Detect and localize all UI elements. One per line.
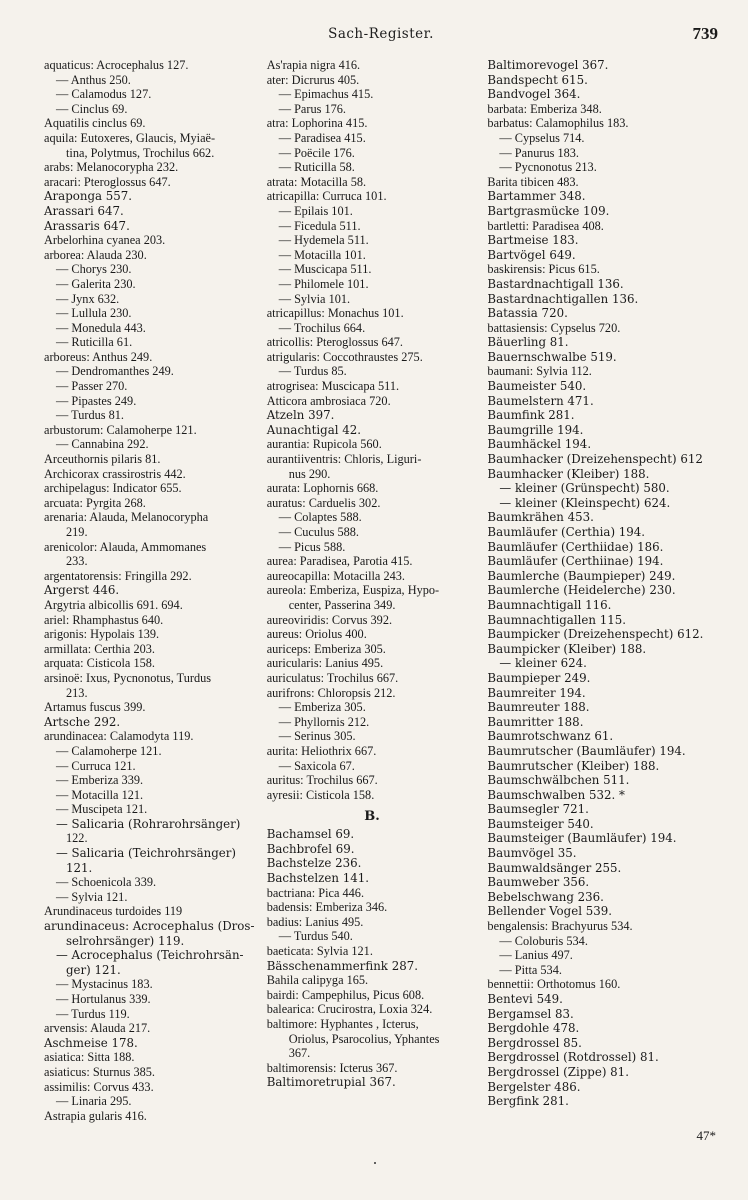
section-letter-heading: B. bbox=[364, 809, 380, 825]
index-subentry: — Ruticilla 61. bbox=[56, 335, 133, 350]
index-entry: baumani: Sylvia 112. bbox=[487, 364, 592, 379]
index-entry: barbatus: Calamophilus 183. bbox=[487, 116, 629, 131]
index-entry: Bergdohle 478. bbox=[487, 1021, 580, 1036]
index-entry: Astrapia gularis 416. bbox=[44, 1108, 147, 1123]
index-entry: Baumhacker (Dreizehenspecht) 612 bbox=[487, 452, 703, 467]
index-subentry: — Sylvia 121. bbox=[56, 889, 128, 904]
index-entry: Araponga 557. bbox=[44, 189, 133, 204]
index-subentry: — Passer 270. bbox=[56, 379, 128, 394]
index-entry: Baumhacker (Kleiber) 188. bbox=[487, 466, 650, 481]
index-entry: baltimorensis: Icterus 367. bbox=[266, 1060, 398, 1075]
index-entry: Baumschwalben 532. * bbox=[487, 787, 625, 802]
index-entry: badius: Lanius 495. bbox=[266, 914, 364, 929]
index-subentry: — Anthus 250. bbox=[56, 72, 131, 87]
index-subentry: — Saxicola 67. bbox=[278, 758, 355, 773]
signature-mark: 47* bbox=[696, 1128, 716, 1143]
index-entry: arquata: Cisticola 158. bbox=[44, 656, 155, 671]
index-entry: Bebelschwang 236. bbox=[487, 889, 604, 904]
index-entry: badensis: Emberiza 346. bbox=[266, 900, 388, 915]
index-entry: arborea: Alauda 230. bbox=[44, 247, 147, 262]
index-entry: atricapillus: Monachus 101. bbox=[266, 306, 404, 321]
index-entry: Bachstelzen 141. bbox=[266, 871, 369, 886]
index-subentry: — Coloburis 534. bbox=[499, 933, 588, 948]
index-entry: arsinoë: Ixus, Pycnonotus, Turdus bbox=[44, 670, 212, 685]
index-subentry: — Lullula 230. bbox=[56, 306, 132, 321]
index-entry: 219. bbox=[66, 525, 88, 539]
index-subentry: — Ficedula 511. bbox=[278, 218, 361, 233]
index-entry: bartletti: Paradisea 408. bbox=[487, 218, 604, 233]
index-entry: balearica: Crucirostra, Loxia 324. bbox=[266, 1002, 433, 1017]
index-subentry: — Turdus 119. bbox=[56, 1006, 130, 1021]
index-entry: tina, Polytmus, Trochilus 662. bbox=[66, 145, 215, 160]
index-entry: asiaticus: Sturnus 385. bbox=[44, 1064, 156, 1079]
index-entry: arundinacea: Calamodyta 119. bbox=[44, 729, 194, 744]
index-entry: 233. bbox=[66, 554, 88, 569]
index-entry: Arassaris 647. bbox=[44, 218, 130, 233]
index-entry: aurantiiventris: Chloris, Liguri- bbox=[266, 452, 422, 467]
index-entry: Atticora ambrosiaca 720. bbox=[266, 393, 391, 408]
index-subentry: — Jynx 632. bbox=[56, 291, 120, 306]
index-entry: archipelagus: Indicator 655. bbox=[44, 481, 182, 496]
index-subentry: — Pitta 534. bbox=[499, 962, 562, 977]
index-subentry: — Hortulanus 339. bbox=[56, 992, 151, 1006]
index-subentry: — Ruticilla 58. bbox=[278, 160, 355, 175]
index-subentry: — Acrocephalus (Teichrohrsän- bbox=[56, 948, 244, 963]
index-entry: Bäuerling 81. bbox=[487, 335, 569, 350]
index-entry: baeticata: Sylvia 121. bbox=[266, 944, 373, 959]
index-entry: aureocapilla: Motacilla 243. bbox=[266, 568, 405, 583]
index-subentry: — Dendromanthes 249. bbox=[56, 364, 174, 379]
index-entry: aureola: Emberiza, Euspiza, Hypo- bbox=[266, 583, 440, 598]
index-entry: Baumnachtigall 116. bbox=[487, 597, 612, 612]
index-subentry: — Emberiza 339. bbox=[56, 773, 144, 788]
index-entry: aquaticus: Acrocephalus 127. bbox=[44, 58, 189, 72]
index-entry: assimilis: Corvus 433. bbox=[44, 1079, 154, 1094]
index-entry: aureoviridis: Corvus 392. bbox=[266, 612, 393, 627]
index-entry: argentatorensis: Fringilla 292. bbox=[44, 568, 192, 583]
index-entry: Baumläufer (Certhiinae) 194. bbox=[487, 554, 664, 569]
index-entry: arcuata: Pyrgita 268. bbox=[44, 495, 146, 510]
index-subentry: — Cinclus 69. bbox=[56, 101, 128, 116]
index-entry: Baumreuter 188. bbox=[487, 700, 590, 715]
index-entry: Bartmeise 183. bbox=[487, 233, 579, 248]
index-subentry: — Schoenicola 339. bbox=[56, 875, 157, 890]
index-entry: Baumwaldsänger 255. bbox=[487, 860, 622, 875]
index-column-3 bbox=[487, 58, 718, 1109]
index-entry: Baumpieper 249. bbox=[487, 670, 591, 685]
index-entry: Baumeister 540. bbox=[487, 379, 587, 394]
index-entry: 367. bbox=[288, 1046, 311, 1061]
index-entry: atrata: Motacilla 58. bbox=[266, 174, 367, 189]
index-subentry: — kleiner 624. bbox=[499, 656, 587, 671]
index-entry: Bachamsel 69. bbox=[266, 827, 355, 842]
index-entry: atricapilla: Curruca 101. bbox=[266, 189, 387, 204]
index-entry: arabs: Melanocorypha 232. bbox=[44, 160, 179, 175]
index-entry: selrohrsänger) 119. bbox=[66, 933, 185, 948]
index-subentry: — Cypselus 714. bbox=[499, 130, 585, 145]
index-entry: Baumschwälbchen 511. bbox=[487, 773, 630, 788]
index-entry: Aschmeise 178. bbox=[44, 1035, 138, 1050]
index-entry: Bartammer 348. bbox=[487, 189, 586, 204]
page-header bbox=[44, 26, 718, 52]
index-entry: armillata: Certhia 203. bbox=[44, 641, 155, 656]
index-subentry: — Trochilus 664. bbox=[278, 320, 366, 335]
index-entry: 213. bbox=[66, 685, 88, 700]
index-entry: Bergelster 486. bbox=[487, 1079, 581, 1094]
index-entry: Bellender Vogel 539. bbox=[487, 904, 612, 919]
index-entry: aracari: Pteroglossus 647. bbox=[44, 174, 171, 189]
index-entry: Bergfink 281. bbox=[487, 1094, 569, 1109]
index-entry: Bentevi 549. bbox=[487, 992, 563, 1006]
index-subentry: — Linaria 295. bbox=[56, 1094, 132, 1109]
index-entry: Baumhäckel 194. bbox=[487, 437, 592, 452]
index-entry: Bachbrofel 69. bbox=[266, 841, 355, 856]
index-entry: 122. bbox=[66, 831, 88, 846]
index-entry: Baumsteiger (Baumläufer) 194. bbox=[487, 831, 677, 846]
index-entry: Argytria albicollis 691. 694. bbox=[44, 597, 183, 612]
index-subentry: — Pycnonotus 213. bbox=[499, 160, 597, 175]
index-entry: aurea: Paradisea, Parotia 415. bbox=[266, 554, 413, 569]
index-entry: Batassia 720. bbox=[487, 306, 568, 321]
index-entry: Baumreiter 194. bbox=[487, 685, 586, 700]
index-entry: Bandspecht 615. bbox=[487, 72, 588, 87]
index-entry: aurita: Heliothrix 667. bbox=[266, 743, 377, 758]
index-subentry: — Turdus 540. bbox=[278, 929, 353, 944]
index-entry: ariel: Rhamphastus 640. bbox=[44, 612, 164, 627]
index-entry: arvensis: Alauda 217. bbox=[44, 1021, 151, 1036]
index-entry: arigonis: Hypolais 139. bbox=[44, 627, 160, 642]
index-subentry: — Galerita 230. bbox=[56, 276, 136, 291]
index-entry: Baltimorevogel 367. bbox=[487, 58, 609, 72]
index-subentry: — Phyllornis 212. bbox=[278, 714, 370, 729]
index-subentry: — Curruca 121. bbox=[56, 758, 136, 773]
index-entry: Archicorax crassirostris 442. bbox=[44, 466, 186, 481]
index-entry: Bahila calipyga 165. bbox=[266, 973, 369, 988]
index-entry: Baumweber 356. bbox=[487, 875, 590, 890]
index-entry: auriculatus: Trochilus 667. bbox=[266, 670, 399, 685]
index-entry: Bauernschwalbe 519. bbox=[487, 349, 617, 364]
index-subentry: — Epimachus 415. bbox=[278, 87, 374, 102]
index-entry: aureus: Oriolus 400. bbox=[266, 627, 367, 642]
index-subentry: — Epilais 101. bbox=[278, 203, 353, 218]
index-entry: Baumfink 281. bbox=[487, 408, 575, 423]
index-subentry: — Colaptes 588. bbox=[278, 510, 362, 525]
index-entry: Bergdrossel (Zippe) 81. bbox=[487, 1064, 629, 1079]
index-entry: aurata: Lophornis 668. bbox=[266, 481, 379, 496]
index-entry: Bergdrossel 85. bbox=[487, 1035, 582, 1050]
index-subentry: — Salicaria (Teichrohrsänger) 121. bbox=[56, 846, 236, 875]
index-entry: Baumelstern 471. bbox=[487, 393, 594, 408]
index-subentry: — Calamodus 127. bbox=[56, 87, 152, 102]
index-entry: Baumpicker (Kleiber) 188. bbox=[487, 641, 647, 656]
index-entry: Barita tibicen 483. bbox=[487, 174, 579, 189]
index-entry: battasiensis: Cypselus 720. bbox=[487, 320, 621, 335]
index-column-1 bbox=[44, 58, 267, 1123]
index-entry: Bartvögel 649. bbox=[487, 247, 576, 262]
index-entry: auricularis: Lanius 495. bbox=[266, 656, 384, 671]
index-entry: nus 290. bbox=[288, 466, 331, 481]
index-entry: aurantia: Rupicola 560. bbox=[266, 437, 382, 452]
index-subentry: — Monedula 443. bbox=[56, 320, 146, 335]
index-subentry: — Parus 176. bbox=[278, 101, 346, 116]
index-entry: Arceuthornis pilaris 81. bbox=[44, 452, 161, 467]
index-entry: Baumvögel 35. bbox=[487, 846, 577, 861]
index-subentry: — Mystacinus 183. bbox=[56, 977, 153, 992]
index-entry: Artamus fuscus 399. bbox=[44, 700, 146, 715]
index-subentry: — Pipastes 249. bbox=[56, 393, 137, 408]
index-entry: Bartgrasmücke 109. bbox=[487, 203, 610, 218]
index-subentry: — Lanius 497. bbox=[499, 948, 573, 963]
index-entry: Artsche 292. bbox=[44, 714, 121, 729]
index-entry: Baumrutscher (Kleiber) 188. bbox=[487, 758, 660, 773]
index-entry: Baumsteiger 540. bbox=[487, 816, 594, 831]
index-columns bbox=[44, 58, 718, 1123]
index-entry: Aquatilis cinclus 69. bbox=[44, 116, 146, 131]
index-subentry: — Hydemela 511. bbox=[278, 233, 369, 248]
index-entry: Baumläufer (Certhia) 194. bbox=[487, 525, 646, 539]
index-entry: Baumpicker (Dreizehenspecht) 612. bbox=[487, 627, 704, 642]
index-subentry: — Motacilla 101. bbox=[278, 247, 366, 262]
index-entry: Oriolus, Psarocolius, Yphantes bbox=[288, 1031, 440, 1046]
index-entry: Bergdrossel (Rotdrossel) 81. bbox=[487, 1050, 659, 1065]
index-entry: atra: Lophorina 415. bbox=[266, 116, 368, 131]
index-entry: Bastardnachtigallen 136. bbox=[487, 291, 639, 306]
index-entry: ger) 121. bbox=[66, 962, 121, 977]
index-entry: aurifrons: Chloropsis 212. bbox=[266, 685, 396, 700]
index-entry: bengalensis: Brachyurus 534. bbox=[487, 919, 633, 934]
index-entry: Baumrotschwanz 61. bbox=[487, 729, 614, 744]
index-subentry: — Picus 588. bbox=[278, 539, 346, 554]
index-entry: ayresii: Cisticola 158. bbox=[266, 787, 375, 802]
index-column-2 bbox=[267, 58, 488, 1090]
index-subentry: — Panurus 183. bbox=[499, 145, 580, 160]
index-subentry: — Chorys 230. bbox=[56, 262, 132, 277]
index-entry: Baumnachtigallen 115. bbox=[487, 612, 626, 627]
index-entry: Baumgrille 194. bbox=[487, 422, 584, 437]
index-subentry: — Turdus 85. bbox=[278, 364, 347, 379]
index-entry: Baumrutscher (Baumläufer) 194. bbox=[487, 743, 686, 758]
index-entry: arboreus: Anthus 249. bbox=[44, 349, 153, 364]
index-entry: Baumkrähen 453. bbox=[487, 510, 594, 525]
index-entry: Baltimoretrupial 367. bbox=[266, 1075, 396, 1090]
index-entry: ater: Dicrurus 405. bbox=[266, 72, 360, 87]
page-number: 739 bbox=[692, 24, 718, 43]
index-entry: bairdi: Campephilus, Picus 608. bbox=[266, 987, 425, 1002]
index-entry: arenicolor: Alauda, Ammomanes bbox=[44, 539, 207, 554]
index-entry: Baumläufer (Certhiidae) 186. bbox=[487, 539, 664, 554]
index-entry: atrogrisea: Muscicapa 511. bbox=[266, 379, 400, 394]
index-entry: Baumritter 188. bbox=[487, 714, 584, 729]
index-entry: Bastardnachtigall 136. bbox=[487, 276, 624, 291]
index-entry: Argerst 446. bbox=[44, 583, 120, 598]
index-entry: Arassari 647. bbox=[44, 203, 124, 218]
index-entry: aquila: Eutoxeres, Glaucis, Myiaë- bbox=[44, 130, 216, 145]
index-entry: Arundinaceus turdoides 119 bbox=[44, 904, 183, 919]
index-entry: Bachstelze 236. bbox=[266, 856, 362, 871]
index-subentry: — Sylvia 101. bbox=[278, 291, 351, 306]
index-entry: baskirensis: Picus 615. bbox=[487, 262, 600, 277]
index-entry: barbata: Emberiza 348. bbox=[487, 101, 602, 116]
index-entry: Baumsegler 721. bbox=[487, 802, 589, 817]
index-entry: Bässchenammerfink 287. bbox=[266, 958, 418, 973]
index-subentry: — Paradisea 415. bbox=[278, 130, 366, 145]
index-subentry: — Serinus 305. bbox=[278, 729, 356, 744]
index-entry: auriceps: Emberiza 305. bbox=[266, 641, 386, 656]
index-entry: auratus: Carduelis 302. bbox=[266, 495, 381, 510]
index-subentry: — Motacilla 121. bbox=[56, 787, 144, 802]
index-entry: Atzeln 397. bbox=[266, 408, 335, 423]
index-entry: Baumlerche (Baumpieper) 249. bbox=[487, 568, 676, 583]
index-subentry: — Emberiza 305. bbox=[278, 700, 366, 715]
index-entry: Aunachtigal 42. bbox=[266, 422, 362, 437]
index-entry: arbustorum: Calamoherpe 121. bbox=[44, 422, 197, 437]
index-subentry: — Muscipeta 121. bbox=[56, 802, 148, 817]
index-entry: asiatica: Sitta 188. bbox=[44, 1050, 135, 1065]
index-subentry: — kleiner (Grünspecht) 580. bbox=[499, 481, 670, 496]
index-entry: arenaria: Alauda, Melanocorypha bbox=[44, 510, 209, 525]
center-dot-mark bbox=[374, 1162, 376, 1164]
index-subentry: — Salicaria (Rohrarohrsänger) bbox=[56, 816, 241, 831]
index-entry: atricollis: Pteroglossus 647. bbox=[266, 335, 403, 350]
index-entry: Bergamsel 83. bbox=[487, 1006, 574, 1021]
index-entry: center, Passerina 349. bbox=[288, 597, 396, 612]
index-entry: atrigularis: Coccothraustes 275. bbox=[266, 349, 423, 364]
index-entry: As'rapia nigra 416. bbox=[266, 58, 361, 72]
index-subentry: — Philomele 101. bbox=[278, 276, 369, 291]
index-entry: baltimore: Hyphantes , Icterus, bbox=[266, 1017, 419, 1031]
running-head: Sach-Register. bbox=[328, 26, 434, 42]
index-entry: Bandvogel 364. bbox=[487, 87, 581, 102]
index-subentry: — Cuculus 588. bbox=[278, 525, 359, 539]
index-subentry: — Calamoherpe 121. bbox=[56, 743, 162, 758]
index-entry: bennettii: Orthotomus 160. bbox=[487, 977, 621, 992]
index-subentry: — Turdus 81. bbox=[56, 408, 124, 423]
index-subentry: — Muscicapa 511. bbox=[278, 262, 372, 277]
index-entry: arundinaceus: Acrocephalus (Dros- bbox=[44, 919, 255, 934]
index-subentry: — Poëcile 176. bbox=[278, 145, 355, 160]
index-subentry: — Cannabina 292. bbox=[56, 437, 149, 452]
index-subentry: — kleiner (Kleinspecht) 624. bbox=[499, 495, 671, 510]
index-entry: Baumlerche (Heidelerche) 230. bbox=[487, 583, 676, 598]
index-entry: auritus: Trochilus 667. bbox=[266, 773, 378, 788]
index-entry: bactriana: Pica 446. bbox=[266, 885, 365, 900]
index-entry: Arbelorhina cyanea 203. bbox=[44, 233, 166, 248]
